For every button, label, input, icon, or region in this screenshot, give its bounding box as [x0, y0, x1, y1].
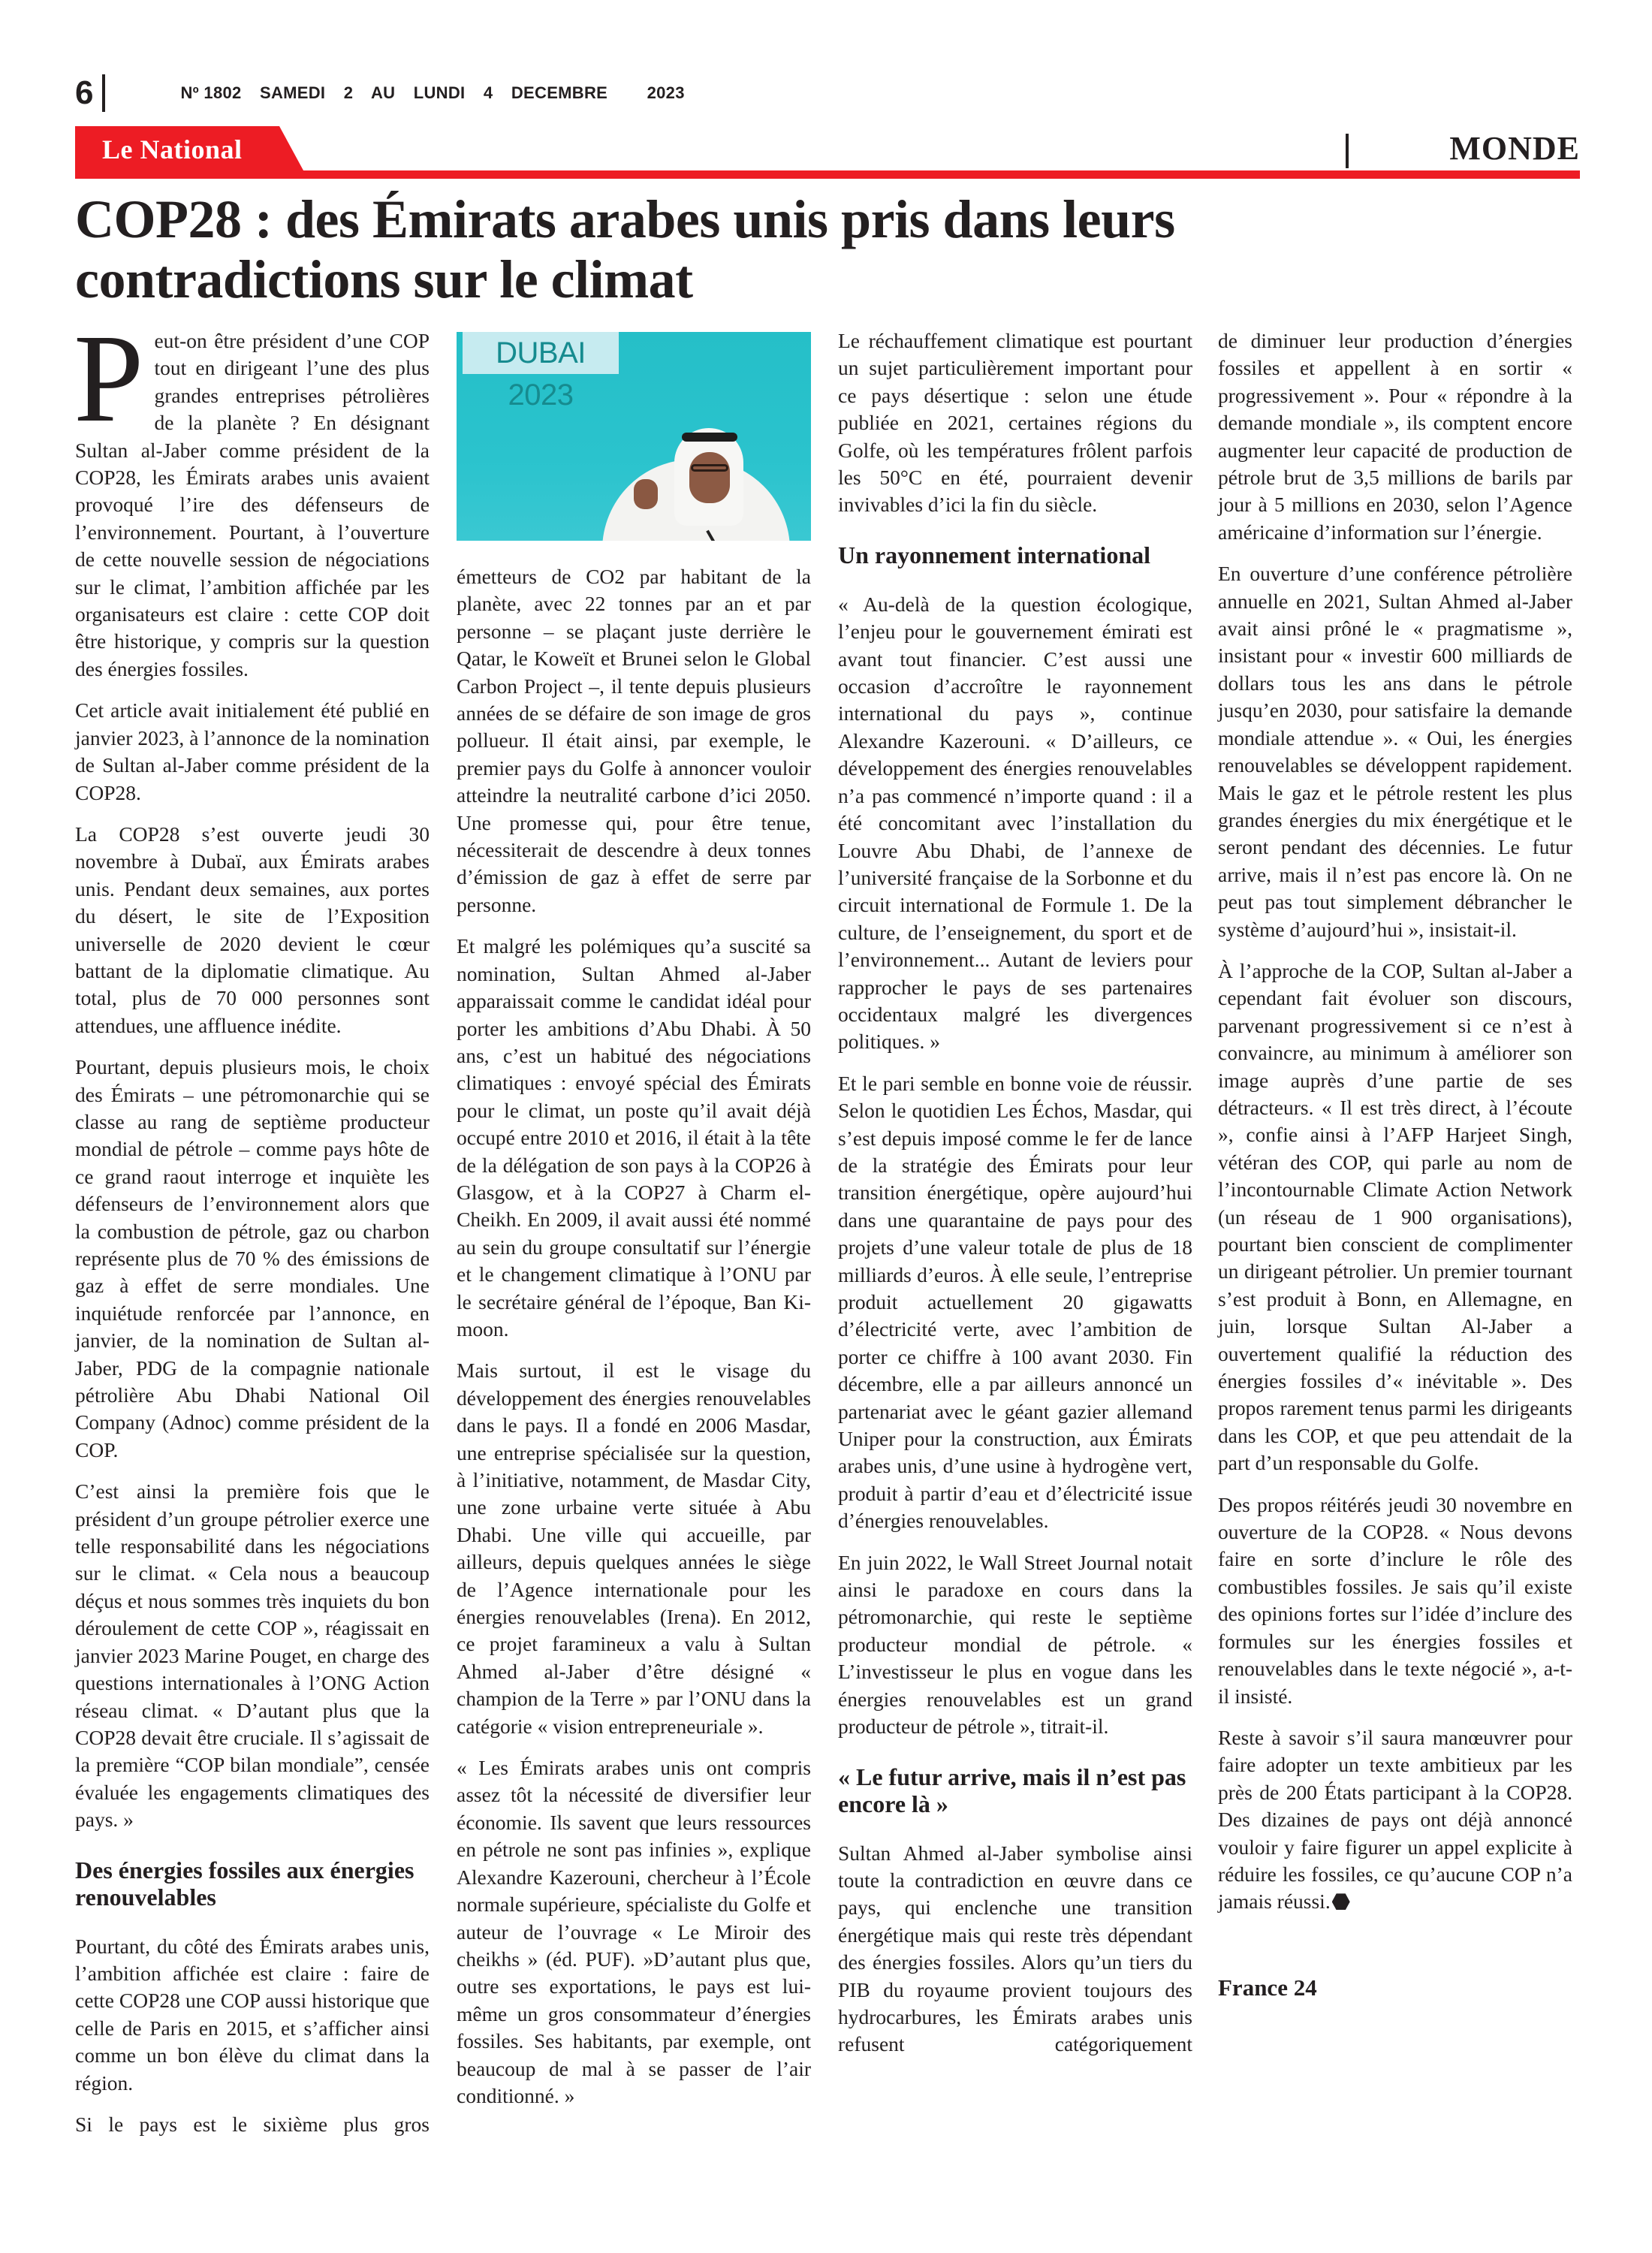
section-banner	[75, 126, 1580, 179]
paragraph: « Les Émirats arabes unis ont compris assez tôt la nécessité de diversifier leur économie. Ils savent que leurs ressources en pétrole ne sont pas infinies », explique Alexandre Kazerouni, chercheur à l’École normale supérieure, spécialiste du Golfe et auteur de l’ouvrage « Le Miroir des cheikhs » (éd. PUF). »D’autant plus que, outre ses exportations, le pays est lui-même un gros consommateur d’énergies fossiles. Ses habitants, par exemple, ont beaucoup de mal à se passer de l’air conditionné. »	[457, 1756, 811, 2107]
paragraph: émetteurs de CO2 par habitant de la planète, avec 22 tonnes par an et par personne – se plaçant juste derrière le Qatar, le Koweït et Brunei selon le Global Carbon Project –, il tente depuis plusieurs années de se défaire de son image de gros pollueur. Il était ainsi, par exemple, le premier pays du Golfe à annoncer vouloir atteindre la neutralité carbone d’ici 2050. Une promesse qui, pour être tenue, nécessiterait de descendre à deux tonnes d’émission de gaz à effet de serre par personne.	[457, 565, 811, 916]
article-column-1	[74, 309, 430, 2152]
paragraph-text: eut-on être président d’une COP tout en dirigeant l’une des plus grandes entreprises pétrolières de la planète ? En désignant Sultan al-Jaber comme président de la COP28, les Émirats arabes unis avaient provoqué l’ire des défenseurs de l’environnement. Pourtant, à l’ouverture de cette nouvelle session de négociations sur le climat, l’ambition affichée par les organisateurs est claire : cette COP doit être historique, y compris sur la question des énergies fossiles.	[75, 329, 430, 680]
subheading: Un rayonnement international	[838, 541, 1150, 569]
hexagon-end-mark-icon	[1332, 1893, 1350, 1910]
paragraph: Et malgré les polémiques qu’a suscité sa nomination, Sultan Ahmed al-Jaber apparaissait comme le candidat idéal pour porter les ambitions d’Abu Dhabi. À 50 ans, c’est un habitué des négociations climatiques : envoyé spécial des Émirats pour le climat, un poste qu’il avait déjà occupé entre 2010 et 2016, il était à la tête de la délégation de son pays à la COP26 à Glasgow, et à la COP27 à Charm el-Cheikh. En 2009, il avait aussi été nommé au sein du groupe consultatif sur l’énergie et le changement climatique à l’ONU par le secrétaire général de l’époque, Ban Ki-moon.	[457, 934, 811, 1341]
paragraph: C’est ainsi la première fois que le président d’un groupe pétrolier exerce une telle responsabilité dans les négociations sur le climat. « Cela nous a beaucoup déçus et nous sommes très inquiets du bon déroulement de cette COP », réagissait en janvier 2023 Marine Pouget, en charge des questions internationales à l’ONG Action réseau climat. « D’autant plus que la COP28 devait être cruciale. Il s’agissait de la première “COP bilan mondiale”, censée évaluée les engagements climatiques des pays. »	[75, 1479, 430, 1832]
date-part: DECEMBRE	[511, 83, 608, 102]
date-part: 2	[343, 83, 354, 102]
article-source: France 24	[1218, 1974, 1317, 2001]
paragraph: En juin 2022, le Wall Street Journal notait ainsi le paradoxe en cours dans la pétromonarchie, qui reste le septième producteur mondial de pétrole. « L’investisseur le plus en vogue dans les énergies renouvelables est un grand producteur de pétrole », titrait-il.	[838, 1550, 1192, 1739]
section-name: MONDE	[1449, 130, 1580, 167]
glasses-icon	[691, 464, 728, 472]
paragraph: La COP28 s’est ouverte jeudi 30 novembre à Dubaï, aux Émirats arabes unis. Pendant deux semaines, aux portes du désert, le site de l’Exposition universelle de 2020 devient le cœur battant de la diplomatie climatique. Au total, plus de 70 000 personnes sont attendues, une affluence inédite.	[75, 822, 430, 1037]
person-hand	[634, 479, 658, 509]
subheading: Des énergies fossiles aux énergies renouvelables	[75, 1856, 415, 1911]
article-column-3	[838, 327, 1192, 2073]
paragraph: Cet article avait initialement été publié en janvier 2023, à l’annonce de la nomination de Sultan al-Jaber comme président de la COP28.	[75, 698, 430, 804]
publication-name: Le National	[102, 134, 243, 164]
date-part: 4	[483, 83, 493, 102]
photo-sign-label: DUBAI 2023	[463, 332, 619, 374]
issue-date-line	[180, 83, 698, 103]
paragraph: Pourtant, du côté des Émirats arabes unis, l’ambition affichée est claire : faire de cette COP28 une COP aussi historique que celle de Paris en 2015, et s’afficher ainsi comme un bon élève du climat dans la région.	[75, 1934, 430, 2095]
date-part: LUNDI	[413, 83, 466, 102]
folio-line	[75, 72, 698, 114]
paragraph: Pourtant, depuis plusieurs mois, le choix des Émirats – une pétromonarchie qui se classe au rang de septième producteur mondial de pétrole – comme pays hôte de ce grand raout interroge et inquiète les défenseurs de l’environnement alors que la combustion de pétrole, gaz ou charbon représente plus de 70 % des émissions de gaz à effet de serre mondiales. Une inquiétude renforcée par l’annonce, en janvier, de la nomination de Sultan al-Jaber, PDG de la compagnie nationale pétrolière Abu Dhabi National Oil Company (Adnoc) comme président de la COP.	[75, 1055, 430, 1461]
paragraph: Des propos réitérés jeudi 30 novembre en ouverture de la COP28. « Nous devons faire en sorte d’inclure le rôle des combustibles fossiles. Je sais qu’il existe des opinions fortes sur l’idée d’inclure des formules sur les énergies fossiles et renouvelables dans le texte négocié », a-t-il insisté.	[1218, 1492, 1572, 1708]
paragraph: Et le pari semble en bonne voie de réussir. Selon le quotidien Les Échos, Masdar, qui s’est depuis imposé comme le fer de lance de la stratégie des Émirats pour leur transition énergétique, opère aujourd’hui dans une quarantaine de pays pour des projets d’une valeur totale de plus de 18 milliards d’euros. À elle seule, l’entreprise produit actuellement 20 gigawatts d’électricité verte, avec l’ambition de porter ce chiffre à 100 avant 2030. Fin décembre, elle a par ailleurs annoncé un partenariat avec le géant gazier allemand Uniper pour la construction, aux Émirats arabes unis, d’une usine à hydrogène vert, produit à partir d’eau et d’électricité issue d’énergies renouvelables.	[838, 1071, 1192, 1533]
section-divider	[1346, 134, 1349, 168]
paragraph: Mais surtout, il est le visage du développement des énergies renouvelables dans le pays. Il a fondé en 2006 Masdar, une entreprise spécialisée sur la question, à l’initiative, notamment, de Masdar City, une zone urbaine verte située à Abu Dhabi. Une ville qui accueille, par ailleurs, depuis quelques années le siège de l’Agence internationale pour les énergies renouvelables (Irena). En 2012, ce projet faramineux a valu à Sultan Ahmed al-Jaber d’être désigné « champion de la Terre » par l’ONU dans la catégorie « vision entrepreneuriale ».	[457, 1359, 811, 1738]
date-part: AU	[370, 83, 396, 102]
subheading: « Le futur arrive, mais il n’est pas encore là »	[838, 1763, 1186, 1817]
paragraph: de diminuer leur production d’énergies fossiles et appellent à en sortir « progressivement ». Pour « répondre à la demande mondiale », ils comptent encore augmenter leur capacité de production de pétrole brut de 3,5 millions de barils par jour à 5 millions en 2030, selon l’Agence américaine d’information sur l’énergie.	[1218, 329, 1572, 544]
issue-number: Nº 1802	[180, 83, 242, 102]
date-part: SAMEDI	[259, 83, 326, 102]
article-headline: COP28 : des Émirats arabes unis pris dans leurs contradictions sur le climat	[75, 189, 1175, 309]
closing-paragraph	[1218, 1724, 1572, 1916]
person-agal	[682, 433, 737, 442]
paragraph: Sultan Ahmed al-Jaber symbolise ainsi toute la contradiction en œuvre dans ce pays, qui enclenche une transition énergétique mais qui reste très dépendant des énergies fossiles. Alors qu’un tiers du PIB du royaume provient toujours des hydrocarbures, les Émirats arabes unis refusent catégoriquement	[838, 1841, 1192, 2056]
paragraph: En ouverture d’une conférence pétrolière annuelle en 2021, Sultan Ahmed al-Jaber avait ainsi prôné le « pragmatisme », insistant pour « investir 600 milliards de dollars tous les ans dans le pétrole jusqu’en 2030, pour satisfaire la demande mondiale attendue ». « Oui, les énergies renouvelables se développent rapidement. Mais le gaz et le pétrole restent les plus grandes énergies du mix énergétique et le seront pendant des décennies. Le futur arrive, mais il n’est pas encore là. On ne peut pas tout simplement débrancher le système d’aujourd’hui », insistait-il.	[1218, 562, 1572, 941]
page-number: 6	[75, 74, 94, 111]
article-column-2	[457, 327, 811, 2124]
person-face	[689, 452, 730, 503]
article-photo	[457, 332, 811, 541]
lead-paragraph	[74, 309, 430, 683]
paragraph: À l’approche de la COP, Sultan al-Jaber a cependant fait évoluer son discours, parvenant progressivement si ce n’est à convaincre, au minimum à améliorer son image auprès d’une partie de ses détracteurs. « Il est très direct, à l’écoute », confie ainsi à l’AFP Harjeet Singh, vétéran des COP, qui parle au nom de l’incontournable Climate Action Network (un réseau de 1 900 organisations), pourtant bien conscient de complimenter un dirigeant pétrolier. Un premier tournant s’est produit à Bonn, en Allemagne, en juin, lorsque Sultan Al-Jaber a ouvertement qualifié la réduction des énergies fossiles d’« inévitable ». Des propos rarement tenus parmi les dirigeants dans les COP, et que peu attendait de la part d’un responsable du Golfe.	[1218, 958, 1572, 1475]
paragraph-text: Reste à savoir s’il saura manœuvrer pour faire adopter un texte ambitieux par les près de 200 États participant à la COP28. Des dizaines de pays ont déjà annoncé vouloir y faire figurer un appel explicite à réduire les fossiles, ce qu’aucune COP n’a jamais réussi.	[1218, 1725, 1572, 1914]
paragraph: Si le pays est le sixième plus gros	[75, 2112, 430, 2136]
paragraph: « Au-delà de la question écologique, l’enjeu pour le gouvernement émirati est avant tout financier. C’est aussi une occasion d’accroître le rayonnement international du pays », continue Alexandre Kazerouni. « D’ailleurs, ce développement des énergies renouvelables n’a pas commencé n’importe quand : il a été concomitant avec l’installation du Louvre Abu Dhabi, de l’annexe de l’université française de la Sorbonne et du circuit international de Formule 1. De la culture, de l’enseignement, du sport et de l’environnement... Autant de leviers pour rapprocher le pays de ses partenaires occidentaux malgré les divergences politiques. »	[838, 592, 1192, 1054]
drop-cap: P	[74, 309, 144, 448]
paragraph: Le réchauffement climatique est pourtant un sujet particulièrement important pour ce pays désertique : selon une étude publiée en 2021, certaines régions du Golfe, où les températures frôlent parfois les 50°C en été, pourraient devenir invivables d’ici la fin du siècle.	[838, 329, 1192, 517]
article-column-4	[1218, 327, 1572, 2001]
date-year: 2023	[647, 83, 685, 102]
folio-divider	[102, 74, 105, 112]
